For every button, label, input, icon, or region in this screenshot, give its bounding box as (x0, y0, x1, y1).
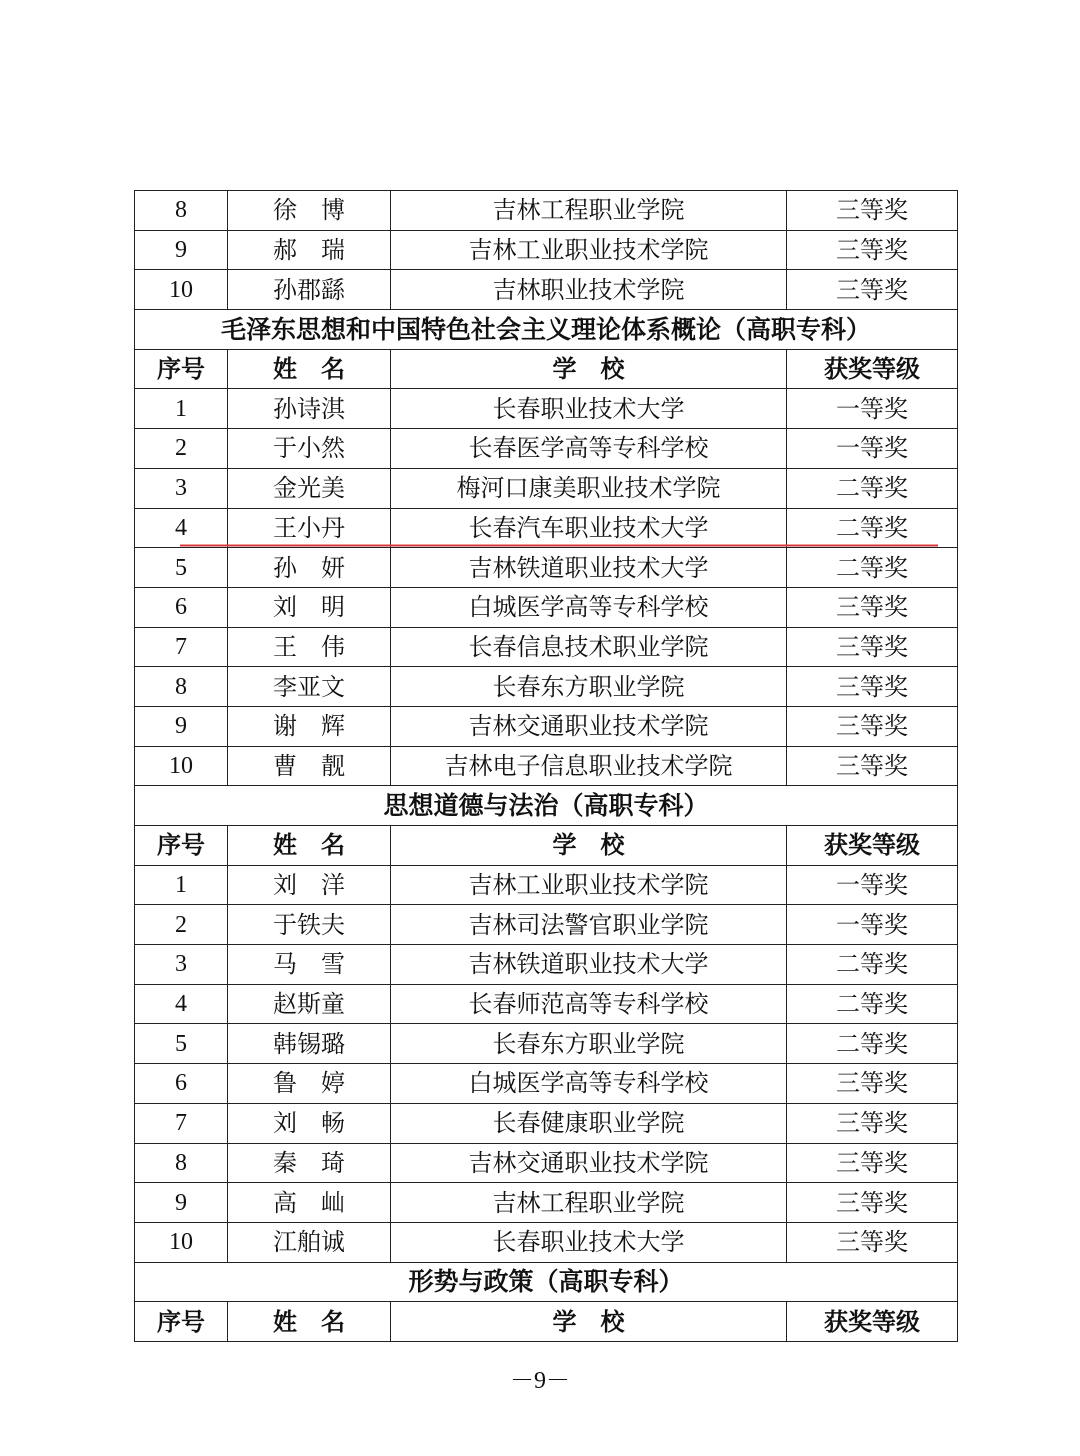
cell-number: 6 (135, 1064, 228, 1104)
table-row (135, 627, 958, 667)
cell-name: 鲁 婷 (228, 1064, 391, 1104)
cell-school: 长春健康职业学院 (391, 1103, 787, 1143)
cell-school: 长春医学高等专科学校 (391, 429, 787, 469)
cell-number: 8 (135, 1143, 228, 1183)
cell-award-level: 三等奖 (787, 1222, 958, 1262)
cell-number: 9 (135, 230, 228, 270)
table-row (135, 746, 958, 786)
table-row (135, 191, 958, 231)
page-number: －9－ (510, 1368, 570, 1394)
table-row (135, 1064, 958, 1104)
cell-award-level: 二等奖 (787, 984, 958, 1024)
cell-award-level: 二等奖 (787, 508, 958, 548)
table-row (135, 1222, 958, 1262)
cell-award-level: 一等奖 (787, 905, 958, 945)
cell-school: 吉林电子信息职业技术学院 (391, 746, 787, 786)
header-cell-award-level: 获奖等级 (787, 826, 958, 866)
cell-award-level: 二等奖 (787, 945, 958, 985)
cell-number: 2 (135, 905, 228, 945)
red-underline-mark (180, 544, 938, 547)
cell-award-level: 三等奖 (787, 627, 958, 667)
cell-school: 长春师范高等专科学校 (391, 984, 787, 1024)
table-row (135, 429, 958, 469)
cell-name: 高 屾 (228, 1183, 391, 1223)
cell-award-level: 三等奖 (787, 230, 958, 270)
cell-number: 4 (135, 984, 228, 1024)
cell-school: 吉林工程职业学院 (391, 1183, 787, 1223)
cell-school: 吉林司法警官职业学院 (391, 905, 787, 945)
cell-school: 长春东方职业学院 (391, 1024, 787, 1064)
table-header-row (135, 349, 958, 389)
cell-number: 7 (135, 1103, 228, 1143)
cell-name: 刘 畅 (228, 1103, 391, 1143)
cell-number: 9 (135, 706, 228, 746)
cell-name: 刘 洋 (228, 865, 391, 905)
cell-school: 白城医学高等专科学校 (391, 587, 787, 627)
section-title-row (135, 786, 958, 826)
table-header-row (135, 1302, 958, 1342)
cell-school: 长春信息技术职业学院 (391, 627, 787, 667)
header-cell-name: 姓 名 (228, 349, 391, 389)
cell-number: 1 (135, 865, 228, 905)
header-cell-number: 序号 (135, 826, 228, 866)
table-row (135, 706, 958, 746)
table-row (135, 984, 958, 1024)
cell-number: 10 (135, 270, 228, 310)
cell-number: 8 (135, 667, 228, 707)
cell-number: 3 (135, 468, 228, 508)
cell-award-level: 三等奖 (787, 1183, 958, 1223)
cell-number: 9 (135, 1183, 228, 1223)
award-table (134, 190, 958, 1342)
award-table-body (135, 191, 958, 1342)
cell-name: 李亚文 (228, 667, 391, 707)
cell-award-level: 二等奖 (787, 1024, 958, 1064)
cell-name: 王小丹 (228, 508, 391, 548)
cell-school: 吉林工业职业技术学院 (391, 865, 787, 905)
cell-school: 白城医学高等专科学校 (391, 1064, 787, 1104)
header-cell-school: 学 校 (391, 826, 787, 866)
table-row (135, 548, 958, 588)
cell-name: 赵斯童 (228, 984, 391, 1024)
cell-number: 10 (135, 1222, 228, 1262)
cell-number: 5 (135, 1024, 228, 1064)
cell-number: 1 (135, 389, 228, 429)
cell-award-level: 一等奖 (787, 865, 958, 905)
table-row (135, 468, 958, 508)
header-cell-school: 学 校 (391, 349, 787, 389)
cell-award-level: 三等奖 (787, 587, 958, 627)
cell-school: 吉林工业职业技术学院 (391, 230, 787, 270)
cell-name: 孙诗淇 (228, 389, 391, 429)
cell-name: 王 伟 (228, 627, 391, 667)
cell-number: 5 (135, 548, 228, 588)
cell-award-level: 三等奖 (787, 667, 958, 707)
cell-name: 刘 明 (228, 587, 391, 627)
table-row (135, 905, 958, 945)
table-row (135, 230, 958, 270)
table-row (135, 667, 958, 707)
cell-name: 孙 妍 (228, 548, 391, 588)
table-row (135, 865, 958, 905)
cell-number: 6 (135, 587, 228, 627)
table-row (135, 508, 958, 548)
cell-school: 吉林铁道职业技术大学 (391, 548, 787, 588)
cell-award-level: 一等奖 (787, 429, 958, 469)
section-title: 毛泽东思想和中国特色社会主义理论体系概论（高职专科） (135, 310, 958, 350)
cell-number: 7 (135, 627, 228, 667)
section-title: 思想道德与法治（高职专科） (135, 786, 958, 826)
cell-award-level: 三等奖 (787, 746, 958, 786)
cell-award-level: 三等奖 (787, 1064, 958, 1104)
cell-school: 长春职业技术大学 (391, 389, 787, 429)
cell-number: 4 (135, 508, 228, 548)
header-cell-school: 学 校 (391, 1302, 787, 1342)
cell-award-level: 三等奖 (787, 1103, 958, 1143)
table-row (135, 945, 958, 985)
cell-name: 于铁夫 (228, 905, 391, 945)
section-title: 形势与政策（高职专科） (135, 1262, 958, 1302)
cell-number: 8 (135, 191, 228, 231)
section-title-row (135, 310, 958, 350)
cell-school: 吉林交通职业技术学院 (391, 1143, 787, 1183)
table-row (135, 1024, 958, 1064)
cell-number: 10 (135, 746, 228, 786)
header-cell-name: 姓 名 (228, 826, 391, 866)
cell-award-level: 三等奖 (787, 191, 958, 231)
cell-name: 谢 辉 (228, 706, 391, 746)
cell-name: 于小然 (228, 429, 391, 469)
cell-number: 3 (135, 945, 228, 985)
cell-award-level: 三等奖 (787, 1143, 958, 1183)
cell-name: 江舶诚 (228, 1222, 391, 1262)
cell-award-level: 二等奖 (787, 468, 958, 508)
header-cell-award-level: 获奖等级 (787, 349, 958, 389)
header-cell-number: 序号 (135, 349, 228, 389)
cell-school: 长春职业技术大学 (391, 1222, 787, 1262)
table-row (135, 389, 958, 429)
cell-name: 秦 琦 (228, 1143, 391, 1183)
table-row (135, 1103, 958, 1143)
cell-award-level: 一等奖 (787, 389, 958, 429)
cell-school: 长春汽车职业技术大学 (391, 508, 787, 548)
cell-award-level: 三等奖 (787, 270, 958, 310)
header-cell-number: 序号 (135, 1302, 228, 1342)
cell-school: 吉林工程职业学院 (391, 191, 787, 231)
header-cell-name: 姓 名 (228, 1302, 391, 1342)
cell-award-level: 二等奖 (787, 548, 958, 588)
cell-number: 2 (135, 429, 228, 469)
cell-school: 吉林交通职业技术学院 (391, 706, 787, 746)
table-row (135, 270, 958, 310)
cell-award-level: 三等奖 (787, 706, 958, 746)
table-header-row (135, 826, 958, 866)
cell-name: 金光美 (228, 468, 391, 508)
cell-school: 长春东方职业学院 (391, 667, 787, 707)
cell-name: 孙郡繇 (228, 270, 391, 310)
section-title-row (135, 1262, 958, 1302)
cell-name: 曹 靓 (228, 746, 391, 786)
cell-name: 韩锡璐 (228, 1024, 391, 1064)
cell-name: 徐 博 (228, 191, 391, 231)
cell-school: 吉林职业技术学院 (391, 270, 787, 310)
cell-school: 吉林铁道职业技术大学 (391, 945, 787, 985)
table-row (135, 1143, 958, 1183)
cell-school: 梅河口康美职业技术学院 (391, 468, 787, 508)
header-cell-award-level: 获奖等级 (787, 1302, 958, 1342)
cell-name: 马 雪 (228, 945, 391, 985)
cell-name: 郝 瑞 (228, 230, 391, 270)
table-row (135, 1183, 958, 1223)
table-row (135, 587, 958, 627)
